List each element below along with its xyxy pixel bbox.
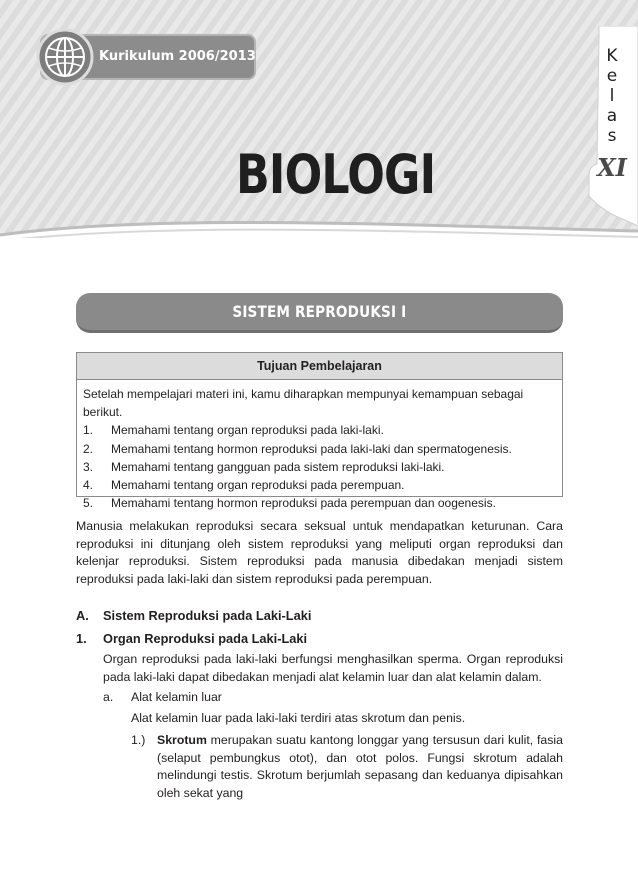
class-label — [600, 46, 624, 146]
objectives-intro: Setelah mempelajari materi ini, kamu diharapkan mempunyai kemampuan sebagai berikut. — [83, 387, 524, 420]
item-term: Skrotum — [157, 733, 207, 747]
list-item-heading — [103, 689, 222, 707]
objective-item — [83, 458, 556, 476]
item-number: 1.) — [131, 733, 146, 747]
subsection-number: 1. — [76, 631, 87, 646]
organ-paragraph: Organ reproduksi pada laki-laki berfungsi menghasilkan sperma. Organ reproduksi pada laki-laki dapat dibedakan menjadi alat kelamin luar dan alat kelamin dalam. — [103, 652, 563, 684]
item-description: merupakan suatu kantong longgar yang tersusun dari kulit, fasia (selaput pembungkus otot), dan otot polos. Fungsi skrotum adalah melindungi testis. Skrotum berjumlah sepasang dan keduanya dipisahkan oleh sekat yang — [157, 733, 563, 800]
chapter-title-bar — [76, 293, 563, 333]
subject-title: BIOLOGI — [236, 143, 436, 206]
chapter-title: SISTEM REPRODUKSI I — [232, 302, 407, 321]
class-label-letter: a — [606, 106, 618, 126]
objective-number: 3. — [83, 459, 94, 474]
objectives-body — [77, 380, 562, 512]
learning-objectives-box — [76, 352, 563, 511]
objective-number: 1. — [83, 423, 94, 438]
class-label-letter: l — [609, 86, 615, 106]
objective-number: 5. — [83, 496, 94, 511]
objective-number: 2. — [83, 441, 94, 456]
objective-number: 4. — [83, 478, 94, 493]
section-heading — [76, 608, 311, 623]
objective-item — [83, 476, 556, 494]
objective-text: Memahami tentang gangguan pada sistem reproduksi laki-laki. — [111, 459, 445, 474]
header-wave-decoration — [0, 205, 638, 238]
subsection-heading — [76, 631, 307, 646]
item-text — [157, 732, 563, 802]
objective-item — [83, 494, 556, 512]
section-title: Sistem Reproduksi pada Laki-Laki — [103, 608, 312, 623]
intro-paragraph: Manusia melakukan reproduksi secara seksual untuk mendapatkan keturunan. Cara reproduksi ini ditunjang oleh sistem reproduksi yang meliputi organ reproduksi dan kelenjar reproduksi. Sistem reproduksi pada manusia dibedakan menjadi sistem reproduksi pada laki-laki dan sistem reproduksi pada perempuan. — [76, 519, 563, 586]
class-label-letter: e — [606, 66, 618, 86]
list-item-letter: a. — [103, 690, 114, 704]
objective-item — [83, 421, 556, 439]
curriculum-badge-label: Kurikulum 2006/2013 — [99, 49, 256, 64]
objective-text: Memahami tentang hormon reproduksi pada perempuan dan oogenesis. — [111, 496, 496, 511]
list-item-title: Alat kelamin luar — [131, 690, 222, 704]
numbered-item — [131, 732, 563, 802]
external-organ-paragraph: Alat kelamin luar pada laki-laki terdiri atas skrotum dan penis. — [131, 711, 466, 725]
class-label-letter: s — [607, 126, 617, 146]
objective-text: Memahami tentang hormon reproduksi pada laki-laki dan spermatogenesis. — [111, 441, 512, 456]
objective-text: Memahami tentang organ reproduksi pada laki-laki. — [111, 423, 384, 438]
subsection-title: Organ Reproduksi pada Laki-Laki — [103, 631, 308, 646]
class-label-letter: K — [606, 46, 618, 66]
section-number: A. — [76, 608, 89, 623]
objective-item — [83, 440, 556, 458]
class-level: XI — [597, 153, 627, 182]
objectives-heading: Tujuan Pembelajaran — [77, 353, 562, 380]
globe-icon — [36, 28, 94, 86]
page-header — [0, 0, 638, 238]
objective-text: Memahami tentang organ reproduksi pada perempuan. — [111, 478, 405, 493]
